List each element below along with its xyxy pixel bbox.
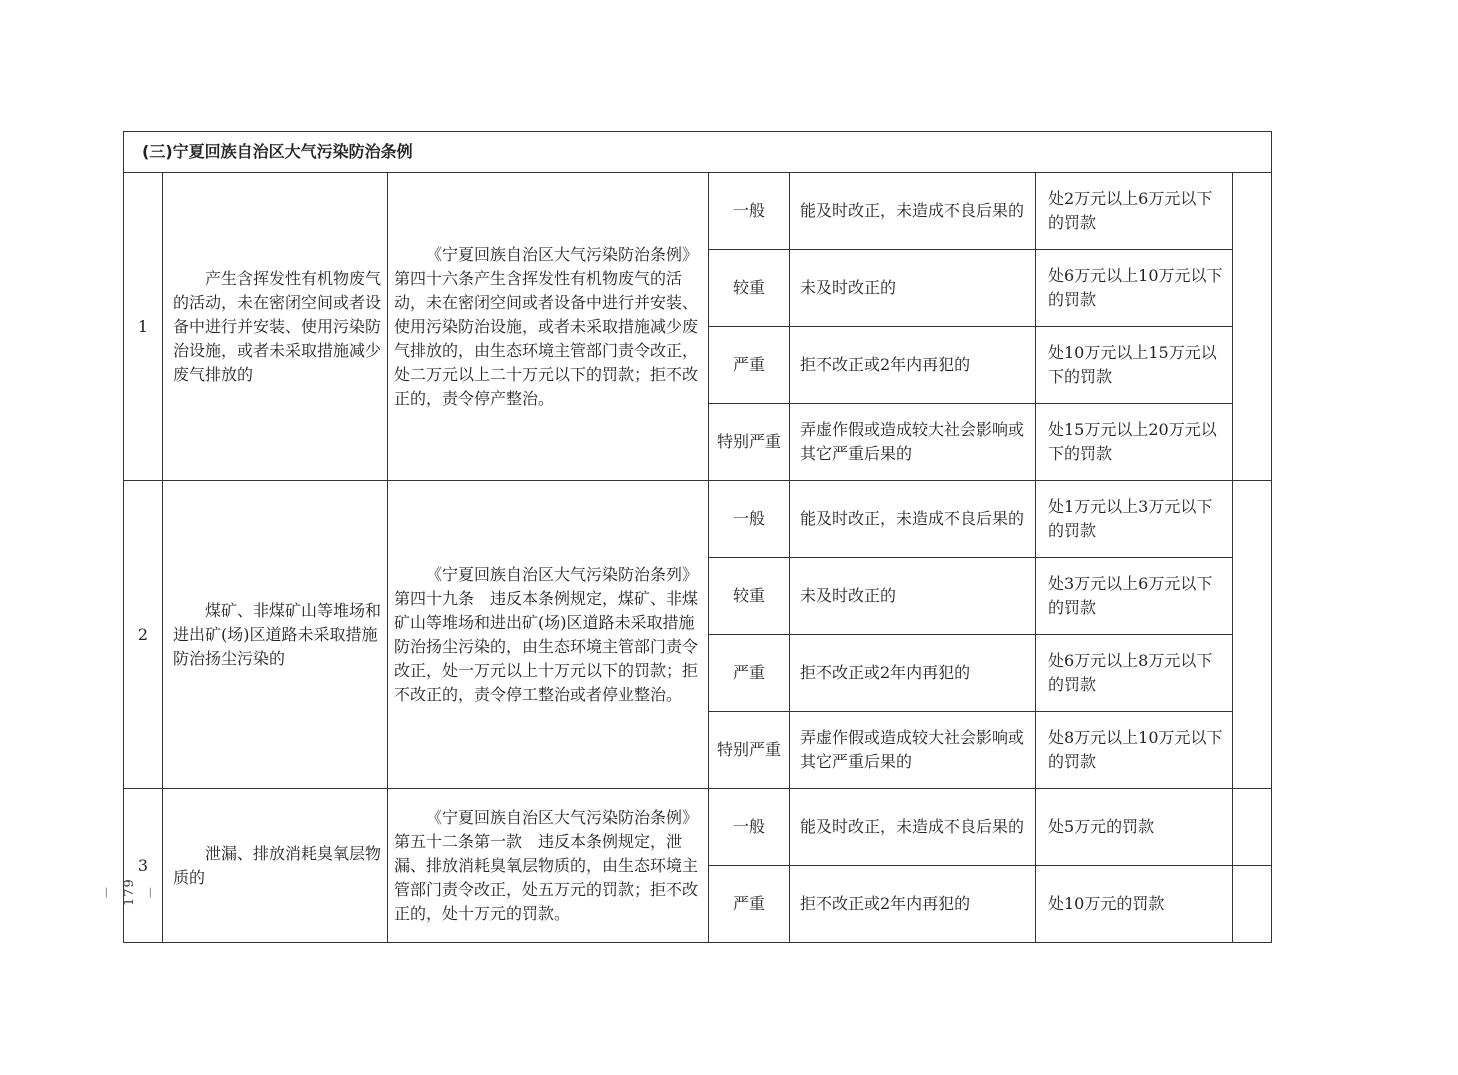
grade-level: 特别严重 xyxy=(709,712,790,789)
violation-description xyxy=(163,173,388,481)
grade-condition: 能及时改正，未造成不良后果的 xyxy=(790,173,1036,250)
legal-basis xyxy=(388,481,709,789)
legal-basis-text: 《宁夏回族自治区大气污染防治条例》第五十二条第一款 违反本条例规定，泄漏、排放消耗臭氧层物质的，由生态环境主管部门责令改正，处五万元的罚款；拒不改正的，处十万元的罚款。 xyxy=(394,807,699,923)
grade-level: 较重 xyxy=(709,558,790,635)
violation-text: 产生含挥发性有机物废气的活动，未在密闭空间或者设备中进行并安装、使用污染防治设施，或者未采取措施减少废气排放的 xyxy=(173,268,382,384)
grade-condition: 弄虚作假或造成较大社会影响或其它严重后果的 xyxy=(790,404,1036,481)
grade-level: 较重 xyxy=(709,250,790,327)
table-row xyxy=(124,789,1272,866)
remarks-cell xyxy=(1233,866,1272,943)
item-number: 2 xyxy=(124,481,163,789)
grade-fine: 处1万元以上3万元以下的罚款 xyxy=(1036,481,1233,558)
grade-level: 一般 xyxy=(709,481,790,558)
violation-description xyxy=(163,481,388,789)
grade-condition: 拒不改正或2年内再犯的 xyxy=(790,327,1036,404)
grade-level: 特别严重 xyxy=(709,404,790,481)
grade-level: 严重 xyxy=(709,866,790,943)
item-number: 1 xyxy=(124,173,163,481)
grade-condition: 能及时改正，未造成不良后果的 xyxy=(790,789,1036,866)
grade-condition: 未及时改正的 xyxy=(790,558,1036,635)
grade-fine: 处6万元以上10万元以下的罚款 xyxy=(1036,250,1233,327)
legal-basis-text: 《宁夏回族自治区大气污染防治条列》第四十九条 违反本条例规定，煤矿、非煤矿山等堆场和进出矿(场)区道路未采取措施防治扬尘污染的，由生态环境主管部门责令改正，处一万元以上十万元以下的罚款；拒不改正的，责令停工整治或者停业整治。 xyxy=(394,564,699,704)
violation-description xyxy=(163,789,388,943)
page-number: －179－ xyxy=(100,878,159,906)
remarks-cell xyxy=(1233,173,1272,481)
section-title-row xyxy=(124,132,1272,173)
grade-fine: 处3万元以上6万元以下的罚款 xyxy=(1036,558,1233,635)
item-number: 3 xyxy=(124,789,163,943)
grade-condition: 拒不改正或2年内再犯的 xyxy=(790,635,1036,712)
grade-condition: 拒不改正或2年内再犯的 xyxy=(790,866,1036,943)
table-row xyxy=(124,173,1272,250)
remarks-cell xyxy=(1233,789,1272,866)
section-title: (三)宁夏回族自治区大气污染防治条例 xyxy=(124,132,1272,173)
grade-condition: 能及时改正，未造成不良后果的 xyxy=(790,481,1036,558)
grade-fine: 处6万元以上8万元以下的罚款 xyxy=(1036,635,1233,712)
violation-text: 煤矿、非煤矿山等堆场和进出矿(场)区道路未采取措施防治扬尘污染的 xyxy=(173,600,382,668)
remarks-cell xyxy=(1233,481,1272,789)
grade-level: 严重 xyxy=(709,327,790,404)
legal-basis xyxy=(388,789,709,943)
grade-fine: 处8万元以上10万元以下的罚款 xyxy=(1036,712,1233,789)
legal-basis-text: 《宁夏回族自治区大气污染防治条例》第四十六条产生含挥发性有机物废气的活动，未在密闭空间或者设备中进行并安装、使用污染防治设施，或者未采取措施减少废气排放的，由生态环境主管部门责令改正，处二万元以上二十万元以下的罚款；拒不改正的，责令停产整治。 xyxy=(394,244,699,408)
grade-level: 一般 xyxy=(709,789,790,866)
table-row xyxy=(124,481,1272,558)
grade-fine: 处10万元的罚款 xyxy=(1036,866,1233,943)
grade-condition: 未及时改正的 xyxy=(790,250,1036,327)
grade-condition: 弄虚作假或造成较大社会影响或其它严重后果的 xyxy=(790,712,1036,789)
penalty-table xyxy=(123,131,1272,943)
violation-text: 泄漏、排放消耗臭氧层物质的 xyxy=(173,843,382,887)
grade-level: 一般 xyxy=(709,173,790,250)
grade-fine: 处10万元以上15万元以下的罚款 xyxy=(1036,327,1233,404)
legal-basis xyxy=(388,173,709,481)
grade-level: 严重 xyxy=(709,635,790,712)
grade-fine: 处5万元的罚款 xyxy=(1036,789,1233,866)
grade-fine: 处2万元以上6万元以下的罚款 xyxy=(1036,173,1233,250)
grade-fine: 处15万元以上20万元以下的罚款 xyxy=(1036,404,1233,481)
